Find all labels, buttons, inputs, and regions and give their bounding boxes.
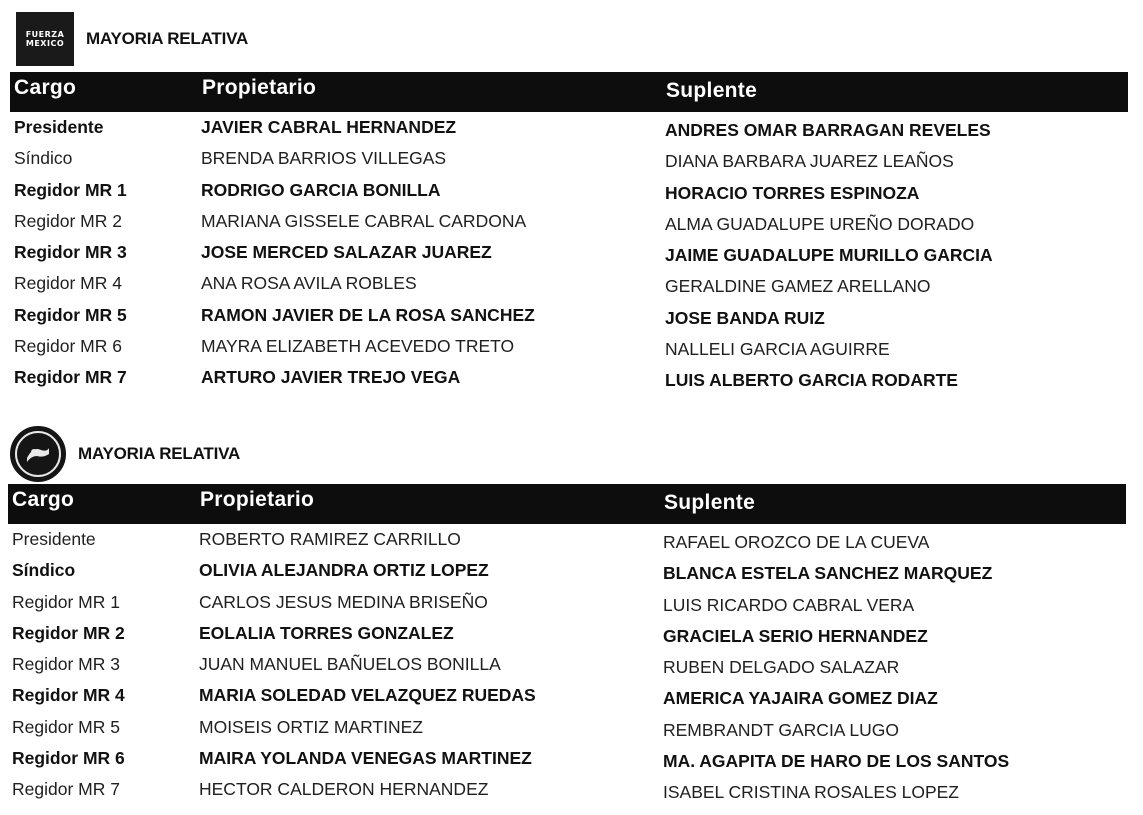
candidates-table xyxy=(8,484,1126,806)
cell-suplente: ALMA GUADALUPE UREÑO DORADO xyxy=(665,213,975,234)
table-header xyxy=(8,484,1126,524)
table-row xyxy=(10,300,1128,331)
cell-cargo: Síndico xyxy=(14,148,73,169)
table-row xyxy=(10,143,1128,174)
cell-suplente: REMBRANDT GARCIA LUGO xyxy=(663,719,899,740)
header-suplente: Suplente xyxy=(664,491,756,514)
table-row xyxy=(8,774,1126,805)
cell-cargo: Regidor MR 2 xyxy=(14,210,122,231)
table-row xyxy=(10,268,1128,299)
circular-party-logo xyxy=(10,426,66,482)
header-propietario: Propietario xyxy=(202,76,317,99)
cell-suplente: AMERICA YAJAIRA GOMEZ DIAZ xyxy=(663,688,938,709)
table-row xyxy=(8,524,1126,555)
cell-cargo: Presidente xyxy=(14,117,104,137)
cell-cargo: Síndico xyxy=(12,560,76,581)
cell-propietario: RAMON JAVIER DE LA ROSA SANCHEZ xyxy=(201,304,535,325)
cell-suplente: JAIME GUADALUPE MURILLO GARCIA xyxy=(665,245,993,266)
table-header xyxy=(10,72,1128,112)
cell-suplente: BLANCA ESTELA SANCHEZ MARQUEZ xyxy=(663,563,993,584)
cell-suplente: MA. AGAPITA DE HARO DE LOS SANTOS xyxy=(663,751,1010,772)
section-title: MAYORIA RELATIVA xyxy=(78,444,241,463)
table-row xyxy=(8,649,1126,680)
cell-cargo: Regidor MR 1 xyxy=(12,591,120,612)
cell-propietario: MARIA SOLEDAD VELAZQUEZ RUEDAS xyxy=(199,685,536,706)
section-header xyxy=(10,426,240,482)
cell-suplente: GERALDINE GAMEZ ARELLANO xyxy=(665,276,931,297)
cell-suplente: RAFAEL OROZCO DE LA CUEVA xyxy=(663,532,930,552)
table-row xyxy=(10,175,1128,206)
table-row xyxy=(8,743,1126,774)
cell-cargo: Regidor MR 2 xyxy=(12,622,125,643)
cell-propietario: ARTURO JAVIER TREJO VEGA xyxy=(201,367,461,388)
table-row xyxy=(8,680,1126,711)
cell-propietario: JOSE MERCED SALAZAR JUAREZ xyxy=(201,242,492,263)
cell-cargo: Regidor MR 4 xyxy=(12,685,125,706)
cell-propietario: ROBERTO RAMIREZ CARRILLO xyxy=(199,529,461,549)
cell-cargo: Regidor MR 3 xyxy=(12,654,120,675)
table-row xyxy=(8,587,1126,618)
cell-suplente: HORACIO TORRES ESPINOZA xyxy=(665,182,920,203)
header-suplente: Suplente xyxy=(666,79,758,102)
header-cargo: Cargo xyxy=(14,76,77,99)
cell-propietario: OLIVIA ALEJANDRA ORTIZ LOPEZ xyxy=(199,560,489,581)
cell-suplente: LUIS RICARDO CABRAL VERA xyxy=(663,594,915,615)
cell-suplente: LUIS ALBERTO GARCIA RODARTE xyxy=(665,370,958,391)
cell-suplente: ISABEL CRISTINA ROSALES LOPEZ xyxy=(663,782,959,803)
cell-propietario: CARLOS JESUS MEDINA BRISEÑO xyxy=(199,591,488,612)
table-row xyxy=(8,618,1126,649)
cell-propietario: JUAN MANUEL BAÑUELOS BONILLA xyxy=(199,654,501,675)
emblem-figure-icon xyxy=(25,444,51,464)
cell-suplente: DIANA BARBARA JUAREZ LEAÑOS xyxy=(665,151,954,172)
cell-propietario: EOLALIA TORRES GONZALEZ xyxy=(199,622,454,643)
cell-suplente: ANDRES OMAR BARRAGAN REVELES xyxy=(665,120,991,140)
cell-propietario: MARIANA GISSELE CABRAL CARDONA xyxy=(201,210,527,231)
header-propietario: Propietario xyxy=(200,488,315,511)
cell-suplente: RUBEN DELGADO SALAZAR xyxy=(663,657,900,678)
cell-cargo: Regidor MR 5 xyxy=(12,716,120,737)
cell-propietario: MAYRA ELIZABETH ACEVEDO TRETO xyxy=(201,336,515,357)
cell-propietario: RODRIGO GARCIA BONILLA xyxy=(201,179,441,200)
cell-propietario: HECTOR CALDERON HERNANDEZ xyxy=(199,779,489,800)
cell-propietario: MOISEIS ORTIZ MARTINEZ xyxy=(199,716,423,737)
header-cargo: Cargo xyxy=(12,488,75,511)
table-row xyxy=(8,555,1126,586)
cell-cargo: Regidor MR 4 xyxy=(14,273,122,294)
cell-cargo: Regidor MR 5 xyxy=(14,304,127,325)
cell-propietario: ANA ROSA AVILA ROBLES xyxy=(201,273,417,294)
cell-suplente: NALLELI GARCIA AGUIRRE xyxy=(665,339,890,360)
cell-cargo: Regidor MR 7 xyxy=(12,779,120,800)
section-header xyxy=(16,12,248,66)
candidates-table xyxy=(10,72,1128,394)
table-row xyxy=(10,112,1128,143)
cell-cargo: Regidor MR 3 xyxy=(14,242,127,263)
table-row xyxy=(10,331,1128,362)
cell-propietario: BRENDA BARRIOS VILLEGAS xyxy=(201,148,447,169)
cell-suplente: JOSE BANDA RUIZ xyxy=(665,307,825,328)
section-title: MAYORIA RELATIVA xyxy=(86,29,249,48)
table-row xyxy=(8,712,1126,743)
cell-cargo: Regidor MR 6 xyxy=(12,748,125,769)
cell-cargo: Regidor MR 1 xyxy=(14,179,127,200)
cell-cargo: Regidor MR 6 xyxy=(14,336,122,357)
table-row xyxy=(10,362,1128,393)
cell-cargo: Regidor MR 7 xyxy=(14,367,127,388)
cell-propietario: JAVIER CABRAL HERNANDEZ xyxy=(201,117,457,137)
fuerza-mexico-logo: FUERZA MEXICO xyxy=(16,12,74,66)
table-row xyxy=(10,206,1128,237)
cell-cargo: Presidente xyxy=(12,529,96,549)
table-row xyxy=(10,237,1128,268)
cell-suplente: GRACIELA SERIO HERNANDEZ xyxy=(663,625,928,646)
cell-propietario: MAIRA YOLANDA VENEGAS MARTINEZ xyxy=(199,748,532,769)
